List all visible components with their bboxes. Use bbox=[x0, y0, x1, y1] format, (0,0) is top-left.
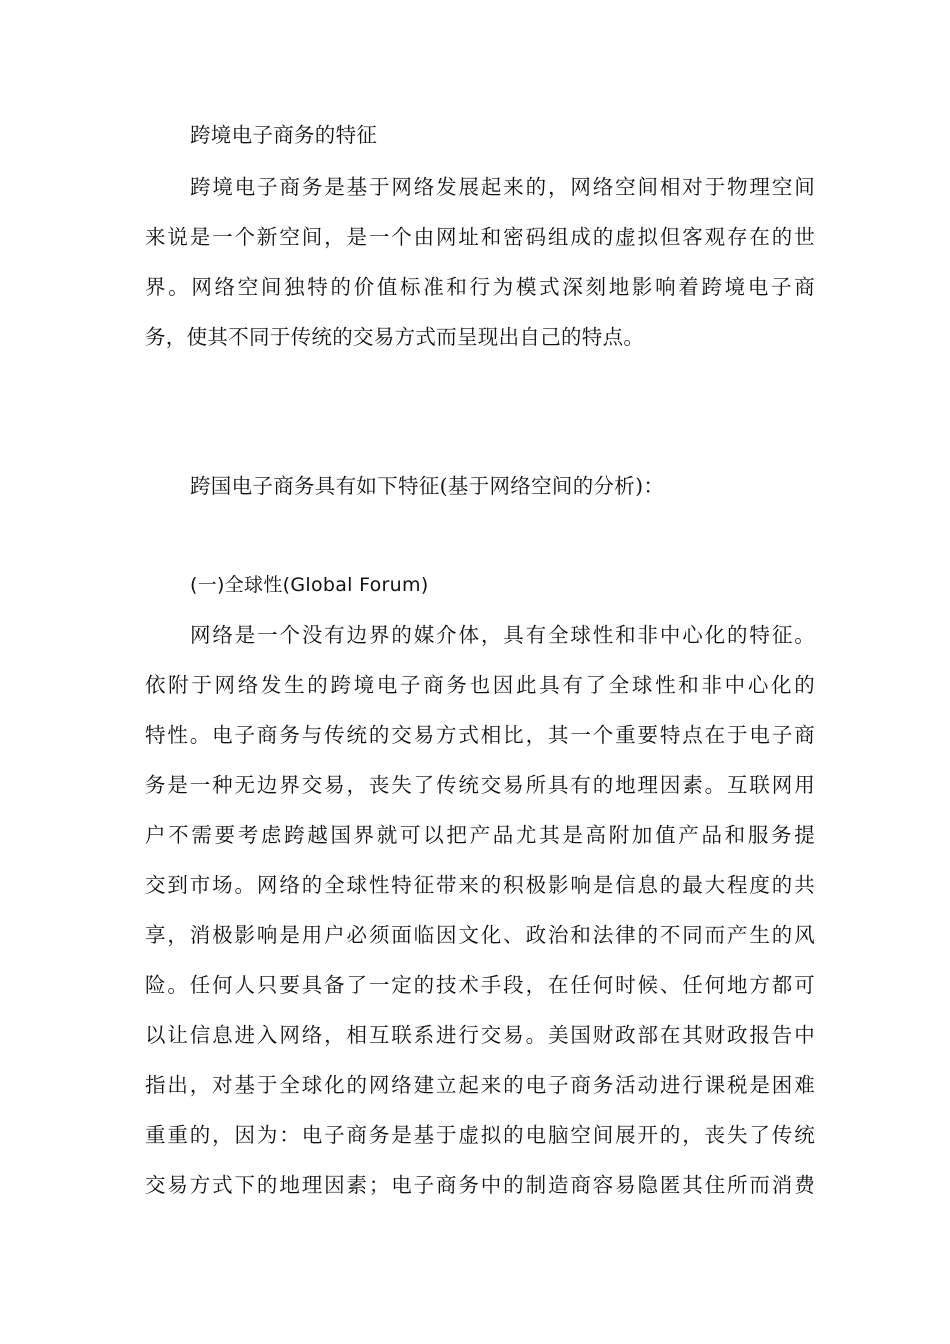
intro-line-2: 来说是一个新空间，是一个由网址和密码组成的虚拟但客观存在的世 bbox=[145, 225, 815, 249]
section1-line-4: 务是一种无边界交易，丧失了传统交易所具有的地理因素。互联网用 bbox=[145, 773, 815, 797]
section1-line-9: 以让信息进入网络，相互联系进行交易。美国财政部在其财政报告中 bbox=[145, 1023, 815, 1047]
section1-line-5: 户不需要考虑跨越国界就可以把产品尤其是高附加值产品和服务提 bbox=[145, 823, 815, 847]
document-heading: 跨境电子商务的特征 bbox=[190, 123, 378, 147]
section1-line-2: 依附于网络发生的跨境电子商务也因此具有了全球性和非中心化的 bbox=[145, 673, 815, 697]
section1-line-7: 享，消极影响是用户必须面临因文化、政治和法律的不同而产生的风 bbox=[145, 923, 815, 947]
section1-line-6: 交到市场。网络的全球性特征带来的积极影响是信息的最大程度的共 bbox=[145, 873, 815, 897]
section1-line-8: 险。任何人只要具备了一定的技术手段，在任何时候、任何地方都可 bbox=[145, 973, 815, 997]
section1-line-11: 重重的，因为：电子商务是基于虚拟的电脑空间展开的，丧失了传统 bbox=[145, 1123, 815, 1147]
section1-line-1: 网络是一个没有边界的媒介体，具有全球性和非中心化的特征。 bbox=[190, 623, 815, 647]
intro-line-3: 界。网络空间独特的价值标准和行为模式深刻地影响着跨境电子商 bbox=[145, 275, 815, 299]
intro-line-1: 跨境电子商务是基于网络发展起来的，网络空间相对于物理空间 bbox=[190, 175, 815, 199]
section1-line-12: 交易方式下的地理因素；电子商务中的制造商容易隐匿其住所而消费 bbox=[145, 1173, 815, 1197]
features-intro: 跨国电子商务具有如下特征(基于网络空间的分析)： bbox=[190, 474, 665, 498]
section1-title: (一)全球性(Global Forum) bbox=[190, 574, 429, 596]
section1-line-3: 特性。电子商务与传统的交易方式相比，其一个重要特点在于电子商 bbox=[145, 723, 815, 747]
intro-line-4: 务，使其不同于传统的交易方式而呈现出自己的特点。 bbox=[145, 325, 645, 349]
section1-line-10: 指出，对基于全球化的网络建立起来的电子商务活动进行课税是困难 bbox=[145, 1073, 815, 1097]
